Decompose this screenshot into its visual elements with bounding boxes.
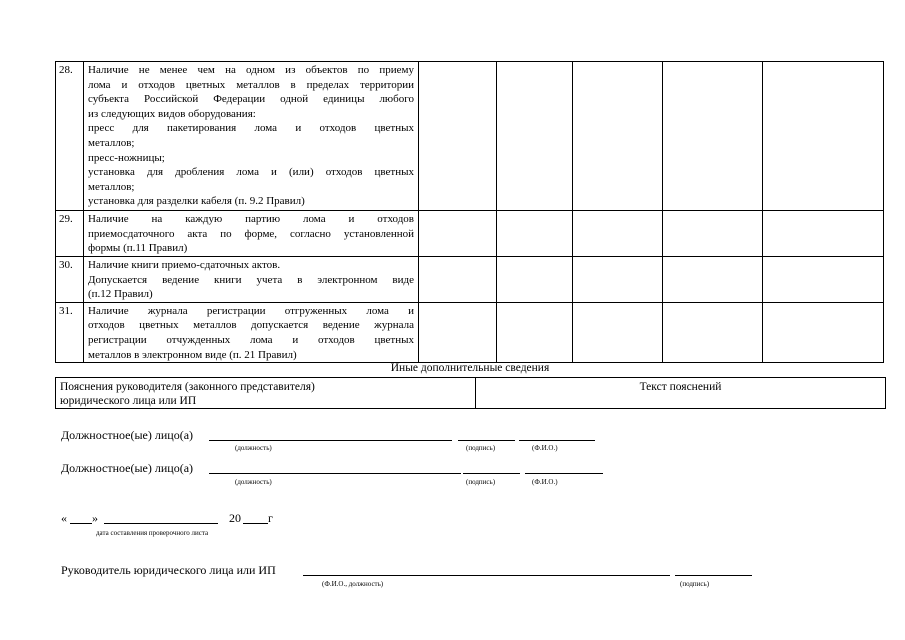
row-number: 31. (56, 302, 84, 362)
official-1-signature-caption: (подпись) (466, 444, 496, 452)
answer-cell[interactable] (419, 211, 497, 257)
answer-cell[interactable] (419, 62, 497, 211)
official-1-label: Должностное(ые) лицо(а) (61, 428, 194, 442)
date-year-field[interactable] (243, 523, 268, 524)
requirement-line: субъекта Российской Федерации одной единицы любого (88, 93, 414, 106)
answer-cell[interactable] (497, 211, 573, 257)
official-2-name-field[interactable] (525, 473, 603, 474)
requirement-line: пресс для пакетирования лома и отходов цветных (88, 122, 414, 135)
date-month-field[interactable] (104, 523, 218, 524)
explanation-text-cell[interactable] (476, 378, 886, 409)
requirement-line: Наличие не менее чем на одном из объектов по приему (88, 64, 414, 76)
row-requirement (84, 62, 419, 211)
date-caption: дата составления проверочного листа (96, 529, 209, 537)
requirement-line: металлов; (88, 136, 135, 149)
official-2-label: Должностное(ые) лицо(а) (61, 461, 194, 475)
requirement-line: Наличие на каждую партию лома и отходов (88, 213, 414, 225)
answer-cell[interactable] (763, 62, 884, 211)
row-number: 29. (56, 211, 84, 257)
requirement-line: Допускается ведение книги учета в электронном виде (88, 273, 414, 286)
requirement-line: (п.12 Правил) (88, 288, 153, 301)
explanation-text-header: Текст пояснений (639, 381, 722, 393)
official-2-signature-field[interactable] (463, 473, 520, 474)
answer-cell[interactable] (573, 302, 663, 362)
answer-cell[interactable] (663, 62, 763, 211)
official-1-position-field[interactable] (209, 440, 452, 441)
date-day-field[interactable] (70, 523, 92, 524)
answer-cell[interactable] (763, 257, 884, 303)
official-2-position-field[interactable] (209, 473, 461, 474)
answer-cell[interactable] (573, 62, 663, 211)
requirement-line: Наличие журнала регистрации отгруженных лома и (88, 304, 414, 317)
head-label: Руководитель юридического лица или ИП (61, 563, 276, 577)
row-requirement (84, 257, 419, 303)
requirement-line: отходов цветных металлов допускается ведение журнала (88, 319, 414, 332)
answer-cell[interactable] (419, 302, 497, 362)
answer-cell[interactable] (497, 62, 573, 211)
checklist-row (56, 302, 884, 362)
answer-cell[interactable] (497, 257, 573, 303)
checklist-row (56, 211, 884, 257)
official-2-name-caption: (Ф.И.О.) (532, 478, 558, 486)
official-1-position-caption: (должность) (235, 444, 272, 452)
row-number: 30. (56, 257, 84, 303)
answer-cell[interactable] (663, 302, 763, 362)
explanation-label-line1: Пояснения руководителя (законного представителя) (60, 381, 315, 393)
head-signature-caption: (подпись) (680, 580, 710, 588)
row-requirement (84, 302, 419, 362)
answer-cell[interactable] (663, 257, 763, 303)
official-1-signature-field[interactable] (458, 440, 515, 441)
official-1-name-field[interactable] (519, 440, 595, 441)
official-2-signature-caption: (подпись) (466, 478, 496, 486)
official-2-position-caption: (должность) (235, 478, 272, 486)
row-requirement (84, 211, 419, 257)
requirement-line: металлов; (88, 180, 135, 193)
answer-cell[interactable] (763, 302, 884, 362)
answer-cell[interactable] (763, 211, 884, 257)
answer-cell[interactable] (419, 257, 497, 303)
row-number: 28. (56, 62, 84, 211)
date-year-suffix: г (268, 511, 273, 525)
other-info-title: Иные дополнительные сведения (390, 362, 550, 374)
answer-cell[interactable] (497, 302, 573, 362)
checklist-table (55, 61, 884, 363)
date-open-quote: « (61, 511, 67, 525)
date-year-prefix: 20 (229, 511, 241, 525)
head-name-caption: (Ф.И.О., должность) (322, 580, 384, 588)
requirement-line: Наличие книги приемо-сдаточных актов. (88, 259, 281, 271)
requirement-line: установка для разделки кабеля (п. 9.2 Правил) (88, 195, 305, 208)
requirement-line: металлов в электронном виде (п. 21 Правил) (88, 348, 297, 361)
requirement-line: лома и отходов цветных металлов в пределах территории (88, 78, 414, 91)
answer-cell[interactable] (573, 211, 663, 257)
official-1-name-caption: (Ф.И.О.) (532, 444, 558, 452)
explanation-table (55, 377, 886, 409)
head-signature-field[interactable] (675, 575, 752, 576)
requirement-line: пресс-ножницы; (88, 151, 165, 164)
requirement-line: формы (п.11 Правил) (88, 242, 188, 255)
answer-cell[interactable] (663, 211, 763, 257)
explanation-label-cell (56, 378, 476, 409)
requirement-line: регистрации отчужденных лома и отходов цветных (88, 333, 414, 346)
requirement-line: установка для дробления лома и (или) отходов цветных (88, 166, 414, 179)
head-name-field[interactable] (303, 575, 670, 576)
answer-cell[interactable] (573, 257, 663, 303)
date-close-quote: » (92, 511, 98, 525)
checklist-row (56, 62, 884, 211)
requirement-line: из следующих видов оборудования: (88, 107, 256, 120)
explanation-label-line2: юридического лица или ИП (60, 395, 197, 407)
requirement-line: приемосдаточного акта по форме, согласно установленной (88, 227, 414, 240)
checklist-row (56, 257, 884, 303)
